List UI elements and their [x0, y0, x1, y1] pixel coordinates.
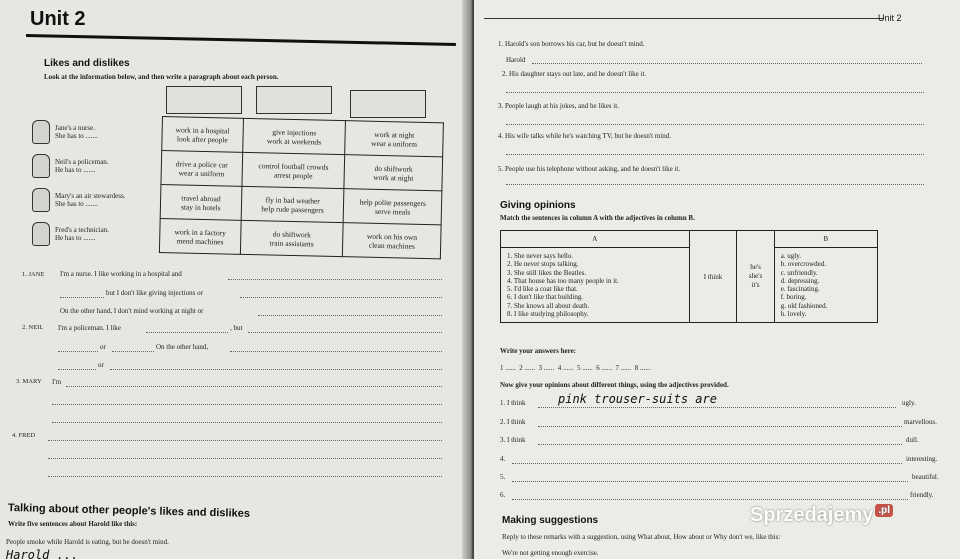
jane-line-2: but I don't like giving injections or: [106, 289, 203, 297]
col-a-header: A: [501, 231, 690, 248]
answer-line[interactable]: [48, 440, 442, 441]
neil-or-2: or: [98, 361, 104, 369]
answer-line[interactable]: [512, 463, 902, 464]
grid-row: [159, 218, 441, 258]
answer-row: 1 ...... 2 ...... 3 ...... 4 ...... 5 ...... 6 ...... 7 ...... 8 ......: [500, 364, 651, 372]
list-item: 3. She still likes the Beatles.: [507, 268, 587, 277]
people-column: [32, 120, 157, 256]
neil-otherhand: On the other hand,: [156, 343, 209, 351]
answer-line[interactable]: [258, 315, 442, 316]
grid-cell: control football crowds arrest people: [242, 152, 345, 188]
neil-portrait-image: [32, 154, 50, 178]
pronoun-it: it's: [751, 281, 760, 290]
answer-line[interactable]: [60, 297, 104, 298]
neil-label: 2. NEIL: [22, 324, 44, 331]
answer-line[interactable]: [532, 63, 922, 64]
neil-line-1: I'm a policeman. I like: [58, 324, 121, 332]
grid-cell: do shiftwork train assistants: [240, 220, 343, 256]
answer-line[interactable]: [538, 426, 902, 427]
person-row: [32, 154, 157, 188]
now-give-instruction: Now give your opinions about different things, using the adjectives provided.: [500, 381, 729, 389]
opinion-line-1-start: 1. I think: [500, 399, 526, 407]
person-line: He has to .......: [55, 166, 96, 174]
answer-line[interactable]: [538, 407, 896, 408]
talking-handwriting: Harold ...: [6, 548, 79, 559]
neil-or: or: [100, 343, 106, 351]
person-line: Fred's a technician.: [55, 226, 109, 234]
left-page: [0, 0, 470, 559]
harold-sentence-2: 2. His daughter stays out late, and he doesn't like it.: [502, 70, 647, 78]
pronoun-she: she's: [748, 272, 763, 281]
grid-cell: work on his own clean machines: [343, 223, 441, 259]
list-item: f. boring.: [780, 293, 807, 302]
opinion-line-2-start: 2. I think: [500, 418, 526, 426]
cartoon-nurse-image: [166, 86, 242, 114]
talking-instruction: Write five sentences about Harold like this:: [8, 520, 138, 528]
list-item: 7. She knows all about death.: [507, 301, 590, 310]
answer-line[interactable]: [112, 351, 154, 352]
list-item: c. unfriendly.: [780, 268, 818, 277]
opinion-line-3-start: 3. I think: [500, 436, 526, 444]
answer-line[interactable]: [110, 369, 442, 370]
grid-cell: fly in bad weather help rude passengers: [241, 186, 344, 222]
list-item: 5. I'd like a coat like that.: [507, 285, 578, 294]
list-item: h. lovely.: [780, 310, 807, 319]
harold-sentence-3: 3. People laugh at his jokes, and he likes it.: [498, 102, 619, 110]
mary-portrait-image: [32, 188, 50, 212]
answer-line[interactable]: [52, 422, 442, 423]
opinion-line-1-end: ugly.: [902, 399, 916, 407]
answer-line[interactable]: [230, 351, 442, 352]
answer-line[interactable]: [58, 369, 96, 370]
person-line: Mary's an air stewardess.: [55, 192, 126, 200]
opinion-line-6-end: friendly.: [910, 491, 934, 499]
section-title-likes: Likes and dislikes: [44, 58, 130, 69]
giving-instruction: Match the sentences in column A with the adjectives in column B.: [500, 214, 695, 222]
col-b-list: [774, 248, 877, 323]
opinion-line-5-end: beautiful.: [912, 473, 939, 481]
grid-cell: help polite passengers serve meals: [344, 189, 442, 225]
section-title-making: Making suggestions: [502, 515, 599, 526]
col-a-list: [501, 248, 690, 323]
opinion-line-5-start: 5.: [500, 473, 506, 481]
grid-cell: do shiftwork work at night: [344, 155, 442, 191]
making-example: We're not getting enough exercise.: [502, 549, 599, 557]
answer-line[interactable]: [506, 184, 924, 185]
cartoon-police-image: [256, 86, 332, 114]
harold-sentence-4: 4. His wife talks while he's watching TV, but he doesn't mind.: [498, 132, 671, 140]
list-item: 8. I like studying philosophy.: [507, 310, 589, 319]
mary-label: 3. MARY: [16, 378, 42, 385]
answer-line[interactable]: [228, 279, 442, 280]
person-row: [32, 188, 157, 222]
fred-portrait-image: [32, 222, 50, 246]
opinion-line-6-start: 6.: [500, 491, 506, 499]
person-row: [32, 120, 157, 154]
harold-answer: Harold: [506, 56, 526, 64]
mary-line-1: I'm: [52, 378, 62, 386]
answer-line[interactable]: [146, 332, 228, 333]
person-line: Neil's a policeman.: [55, 158, 109, 166]
answer-line[interactable]: [52, 404, 442, 405]
i-think-cell: I think: [689, 231, 737, 323]
opinions-table: [500, 230, 878, 323]
person-line: She has to .......: [55, 132, 98, 140]
grid-cell: drive a police car wear a uniform: [161, 151, 242, 187]
grid-cell: travel abroad stay in hotels: [160, 184, 241, 220]
harold-sentence-5: 5. People use his telephone without asking, and he doesn't like it.: [498, 165, 681, 173]
person-row: [32, 222, 157, 256]
unit-title-rule: [26, 34, 456, 46]
talking-example: People smoke while Harold is eating, but he doesn't mind.: [6, 538, 169, 546]
watermark-badge: .pl: [875, 504, 893, 517]
watermark-logo: [750, 504, 893, 527]
grid-cell: work in a hospital look after people: [162, 117, 243, 153]
grid-cell: work in a factory mend machines: [159, 218, 240, 254]
jane-label: 1. JANE: [22, 271, 45, 278]
answer-line[interactable]: [506, 154, 924, 155]
jane-line-1: I'm a nurse. I like working in a hospital and: [60, 270, 182, 278]
list-item: 1. She never says hello.: [507, 252, 574, 260]
header-rule: [484, 18, 884, 19]
opinion-line-4-end: interesting.: [906, 455, 938, 463]
list-item: 6. I don't like that building.: [507, 293, 584, 302]
answer-line[interactable]: [512, 499, 908, 500]
right-page: [474, 0, 960, 559]
answer-line[interactable]: [248, 332, 442, 333]
jane-portrait-image: [32, 120, 50, 144]
grid-cell: give injections work at weekends: [242, 118, 345, 154]
answer-line[interactable]: [48, 458, 442, 459]
cartoon-steward-image: [350, 90, 426, 118]
neil-but: , but: [230, 324, 243, 332]
likes-instruction: Look at the information below, and then write a paragraph about each person.: [44, 73, 279, 81]
person-line: He has to .......: [55, 234, 96, 242]
opinion-handwriting: pink trouser-suits are: [558, 392, 717, 406]
answer-line[interactable]: [512, 481, 908, 482]
answer-line[interactable]: [506, 124, 924, 125]
person-line: Jane's a nurse.: [55, 124, 95, 132]
list-item: a. ugly.: [780, 252, 802, 260]
list-item: g. old fashioned.: [780, 301, 828, 310]
fred-label: 4. FRED: [12, 432, 36, 439]
opinion-line-4-start: 4.: [500, 455, 506, 463]
answer-line[interactable]: [66, 386, 442, 387]
write-answers-label: Write your answers here:: [500, 347, 577, 355]
list-item: 4. That house has too many people in it.: [507, 276, 619, 285]
col-b-header: B: [774, 231, 877, 248]
pronoun-he: he's: [750, 263, 761, 272]
list-item: d. depressing.: [780, 276, 820, 285]
person-line: She has to .......: [55, 200, 98, 208]
answer-line[interactable]: [58, 351, 98, 352]
grid-cell: work at night wear a uniform: [345, 121, 443, 157]
section-title-talking: Talking about other people's likes and dislikes: [7, 502, 251, 520]
opinion-line-2-end: marvellous.: [904, 418, 937, 426]
list-item: b. overcrowded.: [780, 260, 826, 269]
watermark-text: Sprzedajemy: [750, 504, 874, 526]
pronoun-cell: [737, 231, 774, 323]
jobs-grid: [159, 116, 444, 259]
answer-line[interactable]: [538, 444, 902, 445]
opinions-header-row: [501, 231, 878, 248]
list-item: e. fascinating.: [780, 285, 820, 294]
list-item: 2. He never stops talking.: [507, 260, 579, 269]
unit-label: Unit 2: [878, 13, 902, 23]
making-instruction: Reply to these remarks with a suggestion, using What about, How about or Why don't we, like this:: [502, 533, 781, 541]
harold-sentence-1: 1. Harold's son borrows his car, but he doesn't mind.: [498, 40, 645, 48]
unit-title: Unit 2: [30, 8, 86, 30]
answer-line[interactable]: [240, 297, 442, 298]
answer-line[interactable]: [506, 92, 924, 93]
opinion-line-3-end: dull.: [906, 436, 919, 444]
answer-line[interactable]: [48, 476, 442, 477]
section-title-giving: Giving opinions: [500, 200, 576, 211]
jane-line-3: On the other hand, I don't mind working at night or: [60, 307, 204, 315]
